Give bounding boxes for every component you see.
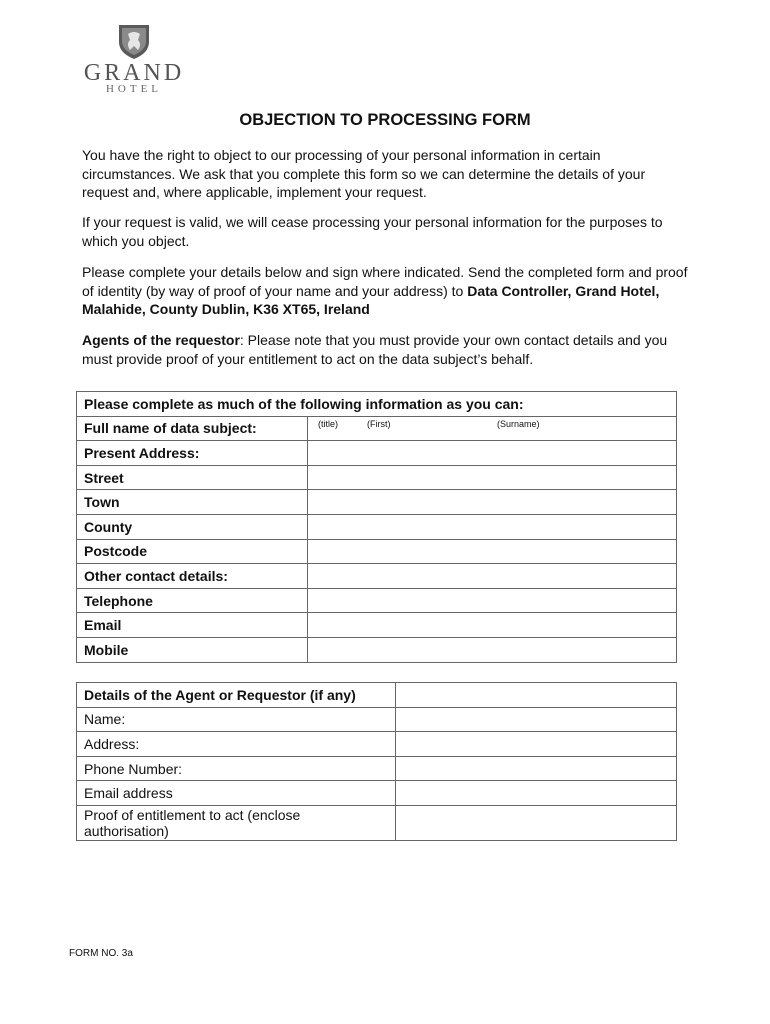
table-row xyxy=(77,441,677,466)
other-contact-field[interactable] xyxy=(308,564,677,589)
mobile-field[interactable] xyxy=(308,637,677,662)
title-hint: (title) xyxy=(318,418,338,429)
instructions-text: Please complete your details below and sign where indicated. Send the completed form and proof of identity (by way of proof of your name and your address) to xyxy=(82,264,688,299)
table-row xyxy=(77,732,677,757)
surname-hint: (Surname) xyxy=(497,418,540,429)
agent-header: Details of the Agent or Requestor (if any) xyxy=(77,683,396,708)
telephone-field[interactable] xyxy=(308,588,677,613)
data-subject-header: Please complete as much of the following information as you can: xyxy=(77,392,677,417)
table-row xyxy=(77,756,677,781)
table-row xyxy=(77,637,677,662)
email-field[interactable] xyxy=(308,613,677,638)
street-field[interactable] xyxy=(308,465,677,490)
agent-header-field[interactable] xyxy=(396,683,677,708)
agents-text: : Please note that you must provide your own contact details and you must provide proof of your entitlement to act on the data subject’s behalf. xyxy=(82,332,668,367)
mobile-label: Mobile xyxy=(77,637,308,662)
postcode-label: Postcode xyxy=(77,539,308,564)
town-label: Town xyxy=(77,490,308,515)
full-name-label: Full name of data subject: xyxy=(77,416,308,441)
controller-address: Data Controller, Grand Hotel, Malahide, County Dublin, K36 XT65, Ireland xyxy=(82,282,660,317)
present-address-label: Present Address: xyxy=(77,441,308,466)
agent-table xyxy=(76,682,677,841)
postcode-field[interactable] xyxy=(308,539,677,564)
hotel-logo xyxy=(76,22,192,96)
table-row xyxy=(77,683,677,708)
table-row xyxy=(77,514,677,539)
email-label: Email xyxy=(77,613,308,638)
telephone-label: Telephone xyxy=(77,588,308,613)
table-row xyxy=(77,465,677,490)
data-subject-table xyxy=(76,391,677,663)
agent-phone-label: Phone Number: xyxy=(77,756,396,781)
table-row xyxy=(77,564,677,589)
table-row xyxy=(77,392,677,417)
proof-entitlement-label: Proof of entitlement to act (enclose authorisation) xyxy=(77,805,396,840)
agent-address-label: Address: xyxy=(77,732,396,757)
table-row xyxy=(77,539,677,564)
agents-label: Agents of the requestor xyxy=(82,332,240,348)
agent-address-field[interactable] xyxy=(396,732,677,757)
table-row xyxy=(77,416,677,441)
validity-paragraph: If your request is valid, we will cease processing your personal information for the purposes to which you object. xyxy=(82,214,663,249)
table-row xyxy=(77,781,677,806)
proof-entitlement-field[interactable] xyxy=(396,805,677,840)
full-name-field[interactable] xyxy=(308,416,677,441)
agent-name-label: Name: xyxy=(77,707,396,732)
street-label: Street xyxy=(77,465,308,490)
logo-brand: GRAND xyxy=(83,60,185,86)
county-label: County xyxy=(77,514,308,539)
intro-paragraph: You have the right to object to our processing of your personal information in certain circumstances. We ask that you complete this form so we can determine the details of your request and, where applicable, implement your request. xyxy=(82,147,646,200)
agent-email-field[interactable] xyxy=(396,781,677,806)
form-title: OBJECTION TO PROCESSING FORM xyxy=(239,111,531,129)
first-hint: (First) xyxy=(367,418,391,429)
table-row xyxy=(77,805,677,840)
county-field[interactable] xyxy=(308,514,677,539)
agent-name-field[interactable] xyxy=(396,707,677,732)
agent-email-label: Email address xyxy=(77,781,396,806)
table-row xyxy=(77,490,677,515)
other-contact-label: Other contact details: xyxy=(77,564,308,589)
table-row xyxy=(77,707,677,732)
present-address-field[interactable] xyxy=(308,441,677,466)
agent-phone-field[interactable] xyxy=(396,756,677,781)
table-row xyxy=(77,588,677,613)
form-number: FORM NO. 3a xyxy=(69,948,133,959)
logo-sub: HOTEL xyxy=(105,83,163,95)
table-row xyxy=(77,613,677,638)
agents-paragraph xyxy=(82,331,694,368)
town-field[interactable] xyxy=(308,490,677,515)
lion-crest-icon xyxy=(116,22,152,60)
instructions-paragraph xyxy=(82,263,694,319)
